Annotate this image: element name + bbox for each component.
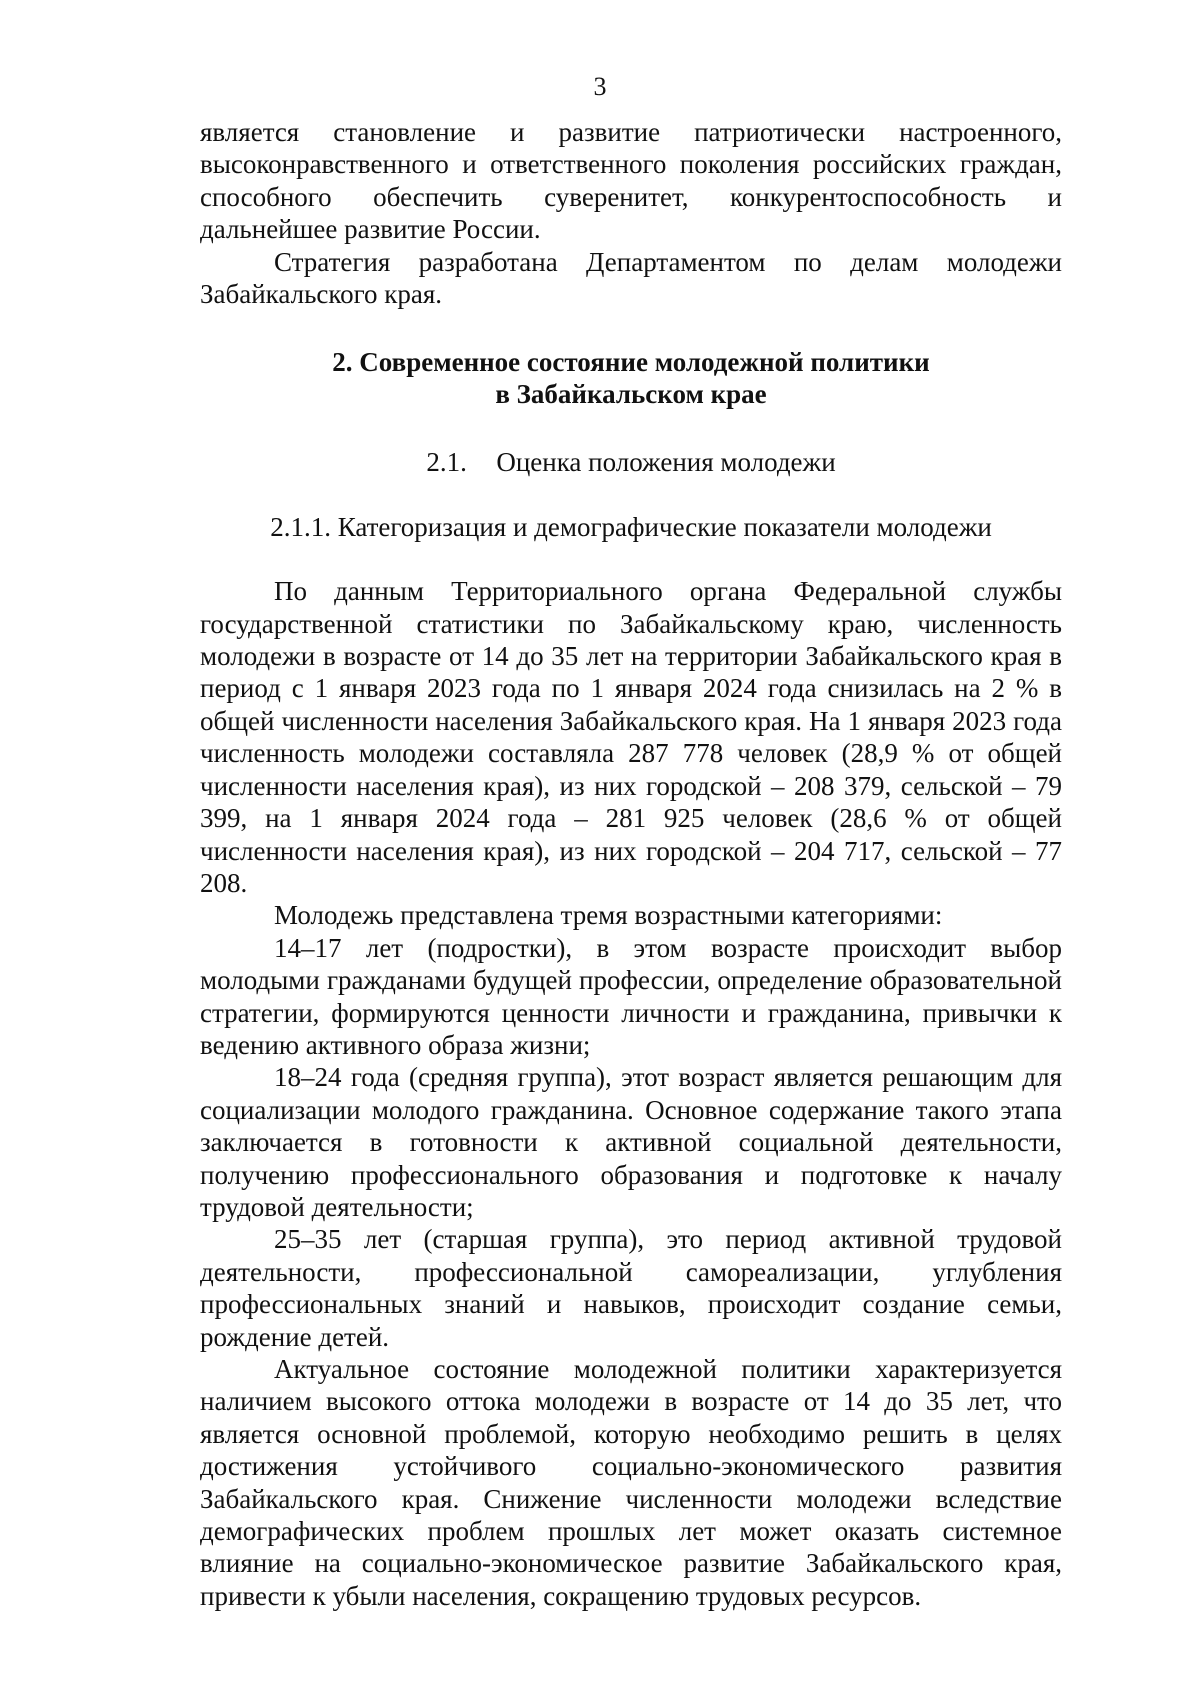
subsection-heading — [200, 446, 1062, 478]
spacer — [200, 310, 1062, 346]
section-heading-line-2: в Забайкальском крае — [495, 379, 767, 410]
spacer — [200, 410, 1062, 446]
paragraph-current-state: Актуальное состояние молодежной политики характеризуется наличием высокого оттока молодежи в возрасте от 14 до 35 лет, что является основной проблемой, которую необходимо решить в целях достижения устойчивого социально-экономического развития Забайкальского края. Снижение численности молодежи вследствие демографических проблем прошлых лет может оказать системное влияние на социально-экономическое развитие Забайкальского края, привести к убыли населения, сокращению трудовых ресурсов. — [200, 1354, 1062, 1611]
paragraph-category-middle: 18–24 года (средняя группа), этот возраст является решающим для социализации молодого гражданина. Основное содержание такого этапа заключается в готовности к активной социальной деятельности, получению профессионального образования и подготовке к началу трудовой деятельности; — [200, 1062, 1062, 1222]
spacer — [200, 479, 1062, 511]
page-content — [200, 116, 1062, 1612]
spacer — [200, 543, 1062, 575]
page-number: 3 — [593, 72, 607, 101]
subsubsection-heading: 2.1.1. Категоризация и демографические показатели молодежи — [270, 511, 992, 542]
section-heading — [200, 346, 1062, 410]
paragraph-category-teens: 14–17 лет (подростки), в этом возрасте происходит выбор молодыми гражданами будущей профессии, определение образовательной стратегии, формируются ценности личности и гражданина, привычки к ведению активного образа жизни; — [200, 932, 1062, 1060]
subsection-number: 2.1. — [426, 447, 467, 478]
paragraph-continuation: является становление и развитие патриотически настроенного, высоконравственного и ответственного поколения российских граждан, способного обеспечить суверенитет, конкурентоспособность и дальнейшее развитие России. — [200, 117, 1062, 245]
subsection-title: Оценка положения молодежи — [496, 447, 836, 478]
paragraph-category-senior: 25–35 лет (старшая группа), это период активной трудовой деятельности, профессиональной самореализации, углубления профессиональных знаний и навыков, происходит создание семьи, рождение детей. — [200, 1224, 1062, 1352]
paragraph-strategy-author: Стратегия разработана Департаментом по делам молодежи Забайкальского края. — [200, 246, 1062, 310]
paragraph-statistics: По данным Территориального органа Федеральной службы государственной статистики по Забайкальскому краю, численность молодежи в возрасте от 14 до 35 лет на территории Забайкальского края в период с 1 января 2023 года по 1 января 2024 года снизилась на 2 % в общей численности населения Забайкальского края. На 1 января 2023 года численность молодежи составляла 287 778 человек (28,9 % от общей численности населения края), из них городской – 208 379, сельской – 79 399, на 1 января 2024 года – 281 925 человек (28,6 % от общей численности населения края), из них городской – 204 717, сельской – 77 208. — [200, 576, 1062, 898]
paragraph-categories-intro: Молодежь представлена тремя возрастными категориями: — [274, 900, 943, 931]
section-heading-line-1: 2. Современное состояние молодежной политики — [332, 347, 930, 378]
